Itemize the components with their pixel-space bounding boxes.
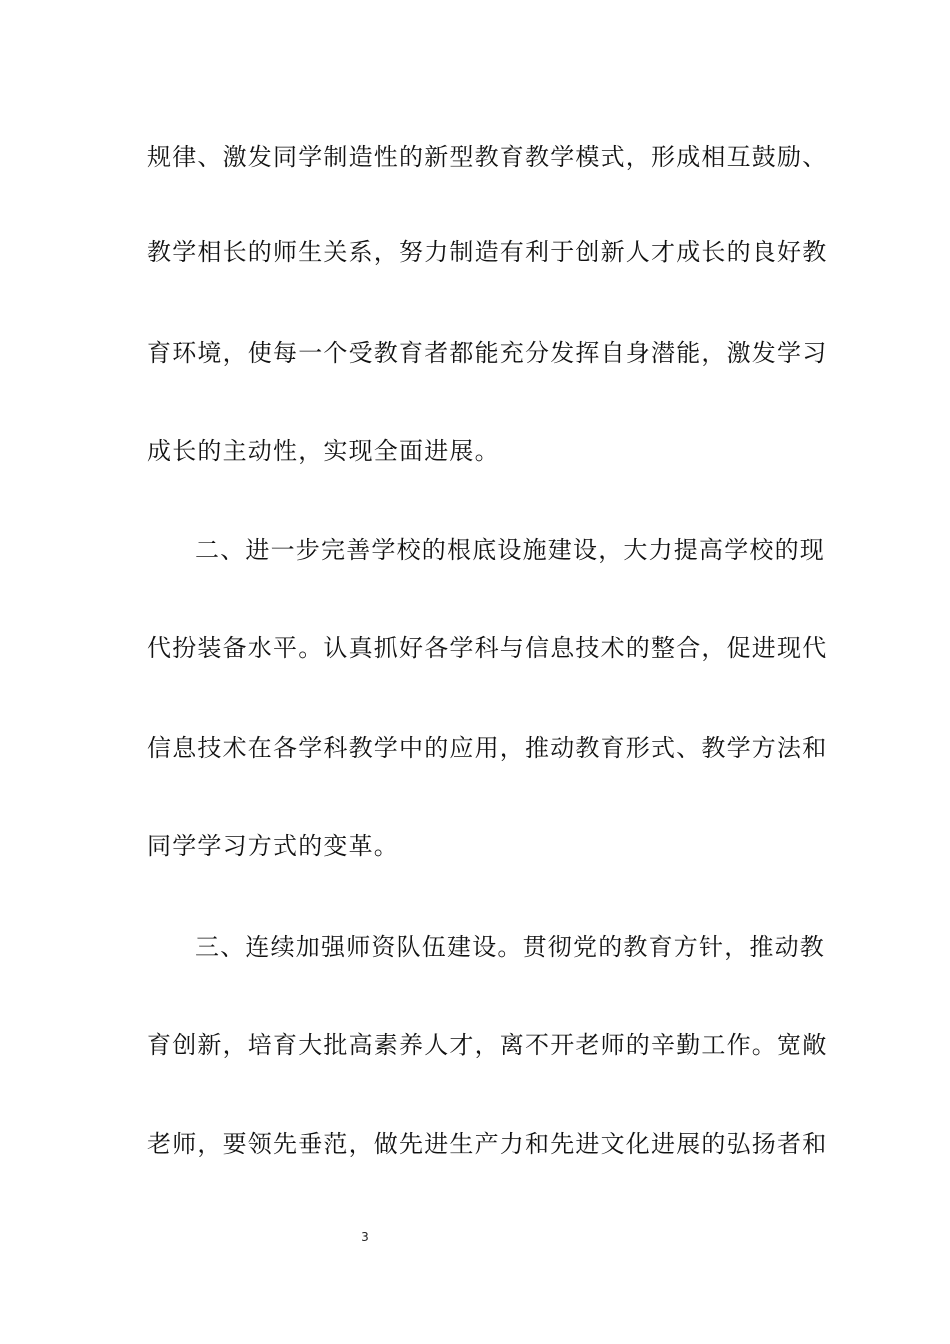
text-line: 二、进一步完善学校的根底设施建设，大力提高学校的现 bbox=[195, 536, 825, 564]
text-line: 同学学习方式的变革。 bbox=[147, 832, 399, 860]
text-line: 育创新，培育大批高素养人才，离不开老师的辛勤工作。宽敞 bbox=[147, 1031, 828, 1059]
text-line: 育环境，使每一个受教育者都能充分发挥自身潜能，激发学习 bbox=[147, 339, 828, 367]
text-line: 三、连续加强师资队伍建设。贯彻党的教育方针，推动教 bbox=[195, 933, 825, 961]
text-line: 规律、激发同学制造性的新型教育教学模式，形成相互鼓励、 bbox=[147, 143, 828, 171]
text-line: 老师，要领先垂范，做先进生产力和先进文化进展的弘扬者和 bbox=[147, 1130, 828, 1158]
text-line: 代扮装备水平。认真抓好各学科与信息技术的整合，促进现代 bbox=[147, 634, 828, 662]
text-line: 成长的主动性，实现全面进展。 bbox=[147, 437, 500, 465]
text-line: 信息技术在各学科教学中的应用，推动教育形式、教学方法和 bbox=[147, 734, 828, 762]
page-number: 3 bbox=[361, 1230, 369, 1244]
text-line: 教学相长的师生关系，努力制造有利于创新人才成长的良好教 bbox=[147, 238, 828, 266]
